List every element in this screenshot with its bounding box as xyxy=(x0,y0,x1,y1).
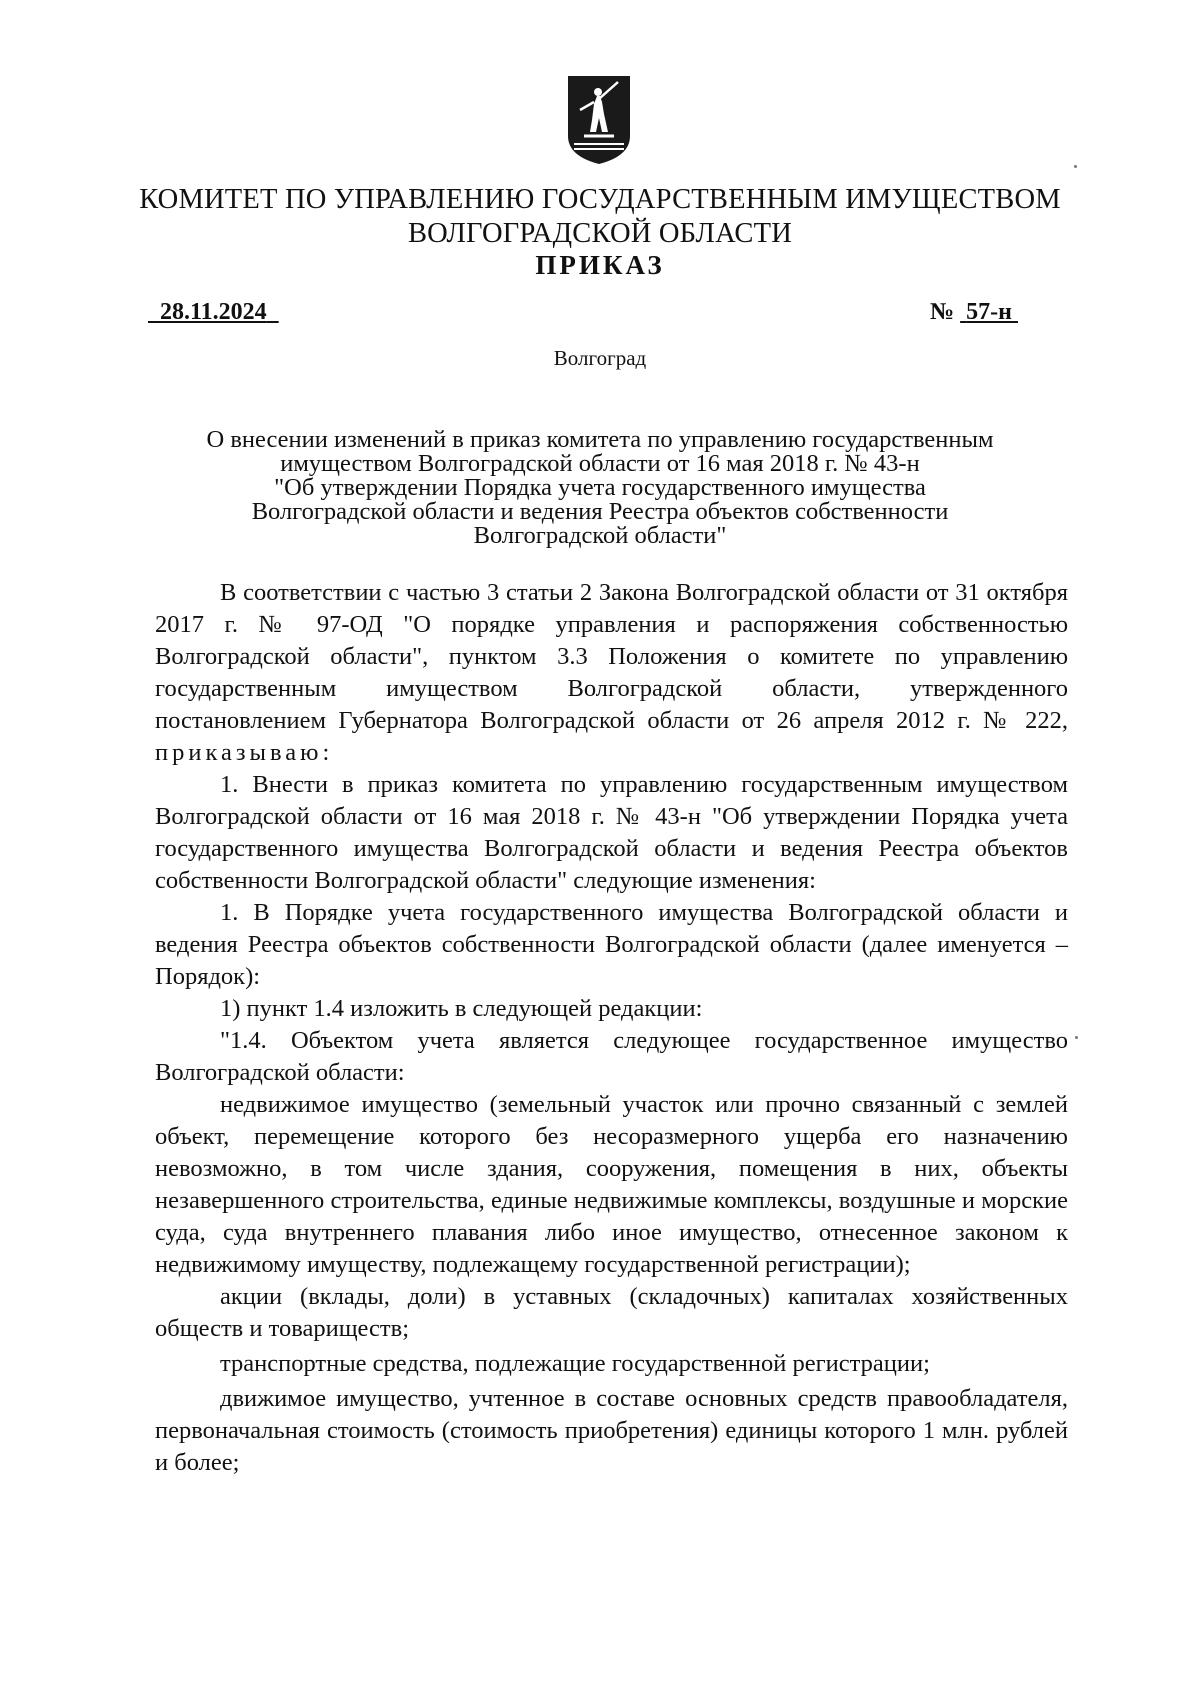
item-1-1-paragraph: 1. В Порядке учета государственного имущества Волгоградской области и ведения Реестра объектов собственности Волгоградской области (далее именуется – Порядок): xyxy=(155,899,1068,990)
shares-paragraph: акции (вклады, доли) в уставных (складочных) капиталах хозяйственных обществ и товариществ; xyxy=(155,1283,1068,1342)
scan-speck xyxy=(1075,1036,1078,1039)
subitem-1-paragraph: 1) пункт 1.4 изложить в следующей редакции: xyxy=(220,995,703,1022)
document-date-value: 28.11.2024 xyxy=(160,299,267,325)
vehicles-paragraph: транспортные средства, подлежащие государственной регистрации; xyxy=(220,1350,930,1377)
item-1-paragraph: 1. Внести в приказ комитета по управлению государственным имуществом Волгоградской области от 16 мая 2018 г. № 43-н "Об утверждении Порядка учета государственного имущества Волгоградской области и ведения Реестра объектов собственности Волгоградской области" следующие изменения: xyxy=(155,771,1068,894)
number-value-wrap xyxy=(960,299,1018,325)
subject-line: имуществом Волгоградской области от 16 мая 2018 г. № 43-н xyxy=(280,450,920,477)
order-word: приказываю: xyxy=(155,739,334,766)
organization-name-line-1: КОМИТЕТ ПО УПРАВЛЕНИЮ ГОСУДАРСТВЕННЫМ ИМУЩЕСТВОМ xyxy=(139,184,1061,215)
volgograd-coat-of-arms xyxy=(566,74,632,166)
subject-line: О внесении изменений в приказ комитета по управлению государственным xyxy=(206,426,994,453)
movables-paragraph: движимое имущество, учтенное в составе основных средств правообладателя, первоначальная стоимость (стоимость приобретения) единицы которого 1 млн. рублей и более; xyxy=(155,1385,1068,1476)
document-type: ПРИКАЗ xyxy=(535,250,665,280)
document-number xyxy=(930,299,1018,326)
subject-line: Волгоградской области и ведения Реестра объектов собственности xyxy=(251,498,949,525)
preamble-paragraph xyxy=(155,577,1068,769)
number-sign: № xyxy=(930,299,955,325)
subject-line: Волгоградской области" xyxy=(473,522,727,549)
organization-name-line-2: ВОЛГОГРАДСКОЙ ОБЛАСТИ xyxy=(407,218,793,249)
realty-paragraph: недвижимое имущество (земельный участок или прочно связанный с землей объект, перемещение которого без несоразмерного ущерба его назначению невозможно, в том числе здания, сооружения, помещения в них, объекты незавершенного строительства, единые недвижимые комплексы, воздушные и морские суда, суда внутреннего плавания либо иное имущество, отнесенное законом к недвижимому имуществу, подлежащему государственной регистрации); xyxy=(155,1091,1068,1278)
city: Волгоград xyxy=(553,346,647,370)
document-body xyxy=(155,577,1068,1479)
preamble-text: В соответствии с частью 3 статьи 2 Закона Волгоградской области от 31 октября 2017 г. № 97-ОД "О порядке управления и распоряжения собственностью Волгоградской области", пунктом 3.3 Положения о комитете по управлению государственным имуществом Волгоградской области, утвержденного постановлением Губернатора Волгоградской области от 26 апреля 2012 г. № 222, xyxy=(155,579,1068,734)
document-number-value: 57-н xyxy=(966,299,1012,325)
subject-line: "Об утверждении Порядка учета государственного имущества xyxy=(274,474,926,501)
document-date xyxy=(148,299,279,326)
scan-speck xyxy=(1074,165,1077,168)
document-subject xyxy=(140,428,1060,548)
clause-1-4-paragraph: "1.4. Объектом учета является следующее государственное имущество Волгоградской области: xyxy=(155,1027,1068,1086)
